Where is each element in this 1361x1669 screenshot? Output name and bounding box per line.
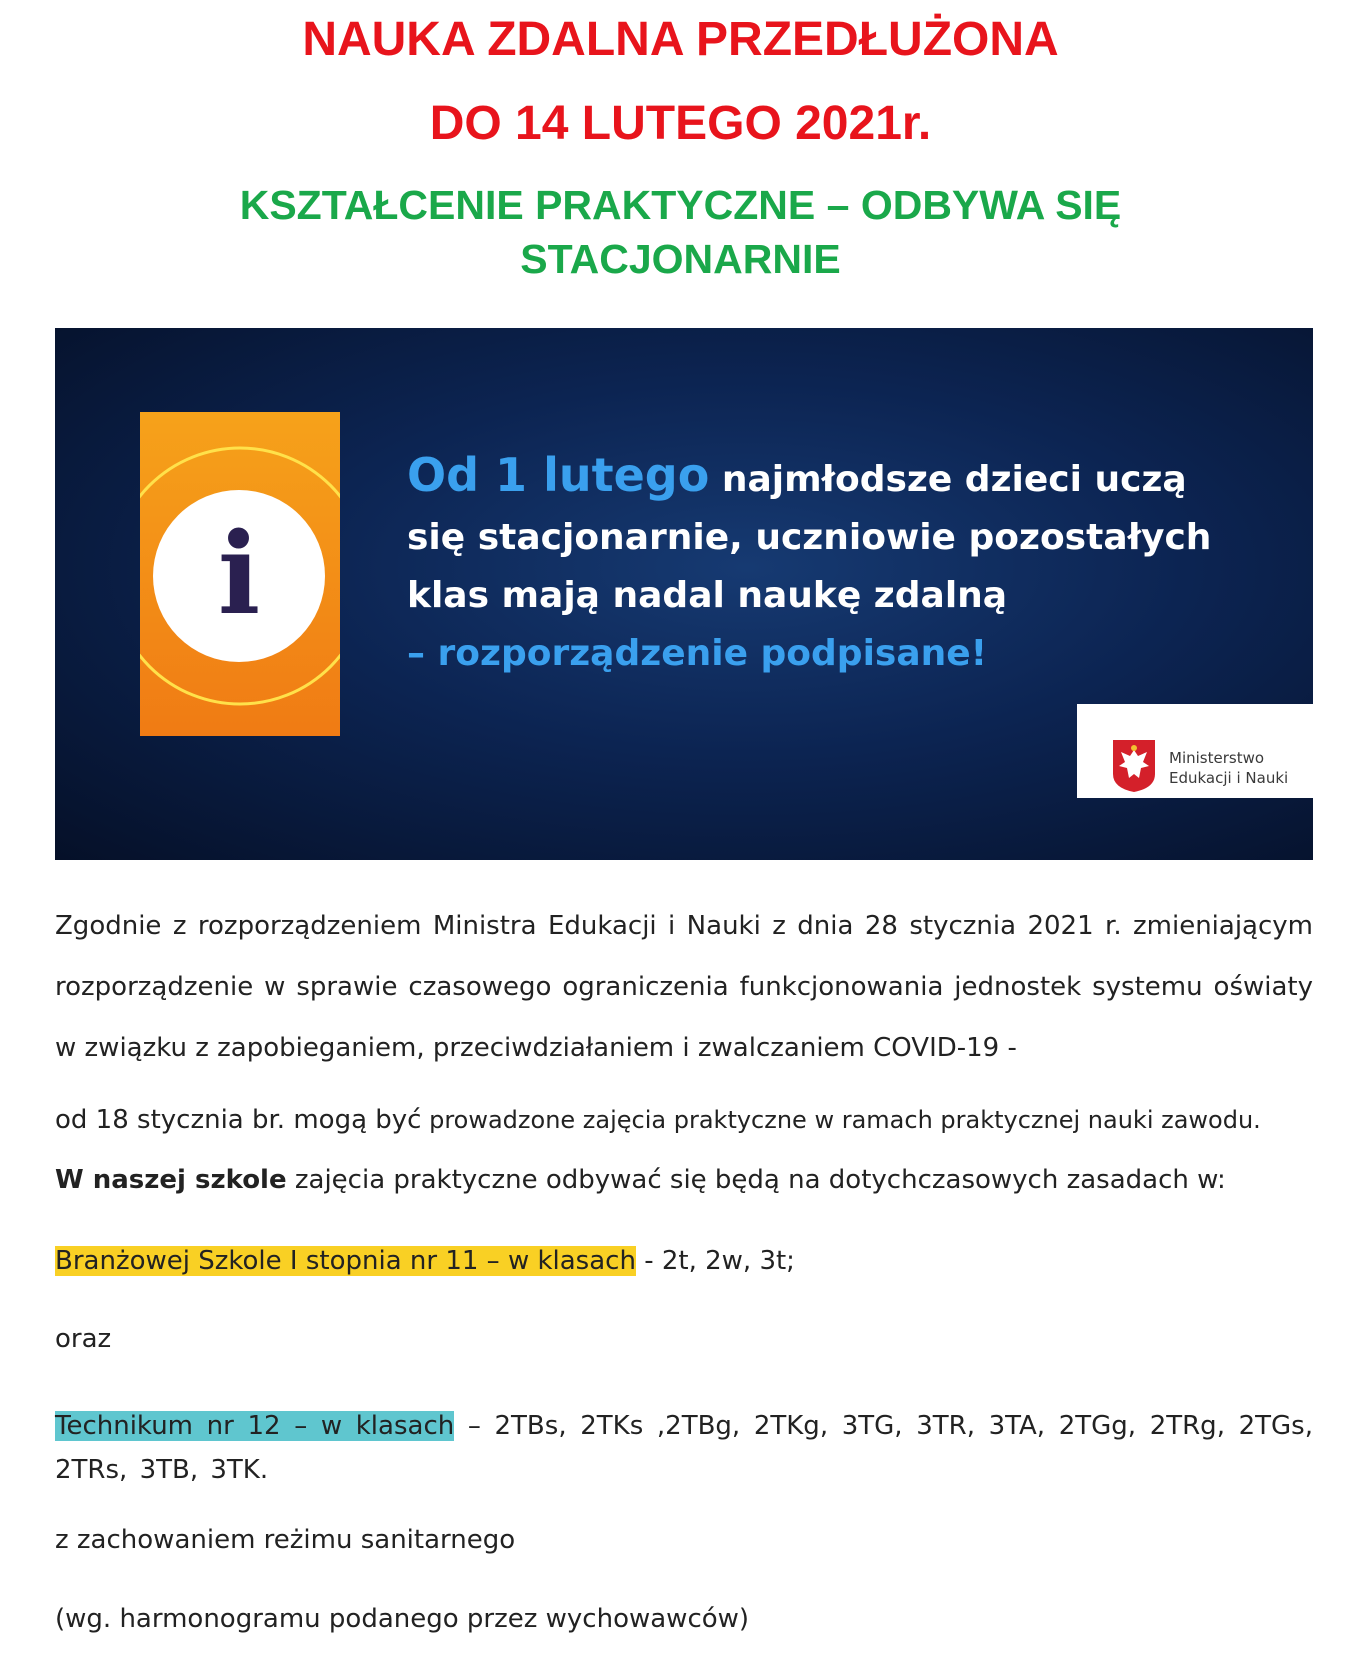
paragraph-sanitary: z zachowaniem reżimu sanitarnego — [55, 1525, 516, 1555]
ministry-line-2: Edukacji i Nauki — [1169, 769, 1289, 787]
info-card — [140, 412, 340, 736]
our-school-rest: zajęcia praktyczne odbywać się będą na dotychczasowych zasadach w: — [286, 1165, 1226, 1195]
title-line-1: NAUKA ZDALNA PRZEDŁUŻONA — [302, 13, 1059, 66]
paragraph-schedule: (wg. harmonogramu podanego przez wychowawców) — [55, 1604, 750, 1634]
headline-tail: – rozporządzenie podpisane! — [407, 633, 988, 674]
announcement-banner — [55, 328, 1313, 860]
paragraph-start-date — [55, 1105, 1313, 1135]
paragraph-regulation: Zgodnie z rozporządzeniem Ministra Edukacji i Nauki z dnia 28 stycznia 2021 r. zmieniającym rozporządzenie w sprawie czasowego ograniczenia funkcjonowania jednostek systemu oświaty w związku z zapobieganiem, przeciwdziałaniem i zwalczaniem COVID-19 - — [55, 911, 1313, 1063]
banner-headline — [407, 446, 1227, 683]
headline-rest: najmłodsze dzieci uczą się stacjonarnie, uczniowie pozostałych klas mają nadal naukę zdalną — [407, 459, 1212, 616]
paragraph-technikum — [55, 1404, 1313, 1492]
technikum-highlight: Technikum nr 12 – w klasach — [55, 1411, 455, 1441]
headline-accent: Od 1 lutego — [407, 448, 710, 502]
polish-eagle-icon — [1111, 738, 1157, 794]
info-glyph: i — [217, 509, 261, 640]
start-date-text: od 18 stycznia br. mogą być — [55, 1105, 422, 1135]
our-school-bold: W naszej szkole — [55, 1165, 287, 1195]
technikum-classes: – 2TBs, 2TKs ,2TBg, 2TKg, 3TG, 3TR, 3TA, 2TGg, 2TRg, 2TGs, 2TRs, 3TB, 3TK. — [55, 1411, 1313, 1485]
ministry-name — [1169, 748, 1309, 788]
start-date-rest: prowadzone zajęcia praktyczne w ramach praktycznej nauki zawodu. — [421, 1106, 1261, 1134]
paragraph-our-school — [55, 1165, 1313, 1195]
subtitle: KSZTAŁCENIE PRAKTYCZNE – ODBYWA SIĘ STACJONARNIE — [239, 182, 1122, 282]
info-icon — [153, 490, 325, 662]
branch-school-highlight: Branżowej Szkole I stopnia nr 11 – w klasach — [55, 1246, 636, 1276]
ministry-logo — [1077, 704, 1313, 798]
paragraph-branch-school — [55, 1245, 1313, 1277]
ministry-line-1: Ministerstwo — [1169, 749, 1265, 767]
branch-school-classes: - 2t, 2w, 3t; — [635, 1246, 795, 1276]
title-line-2: DO 14 LUTEGO 2021r. — [429, 97, 932, 150]
paragraph-oraz: oraz — [55, 1324, 112, 1354]
